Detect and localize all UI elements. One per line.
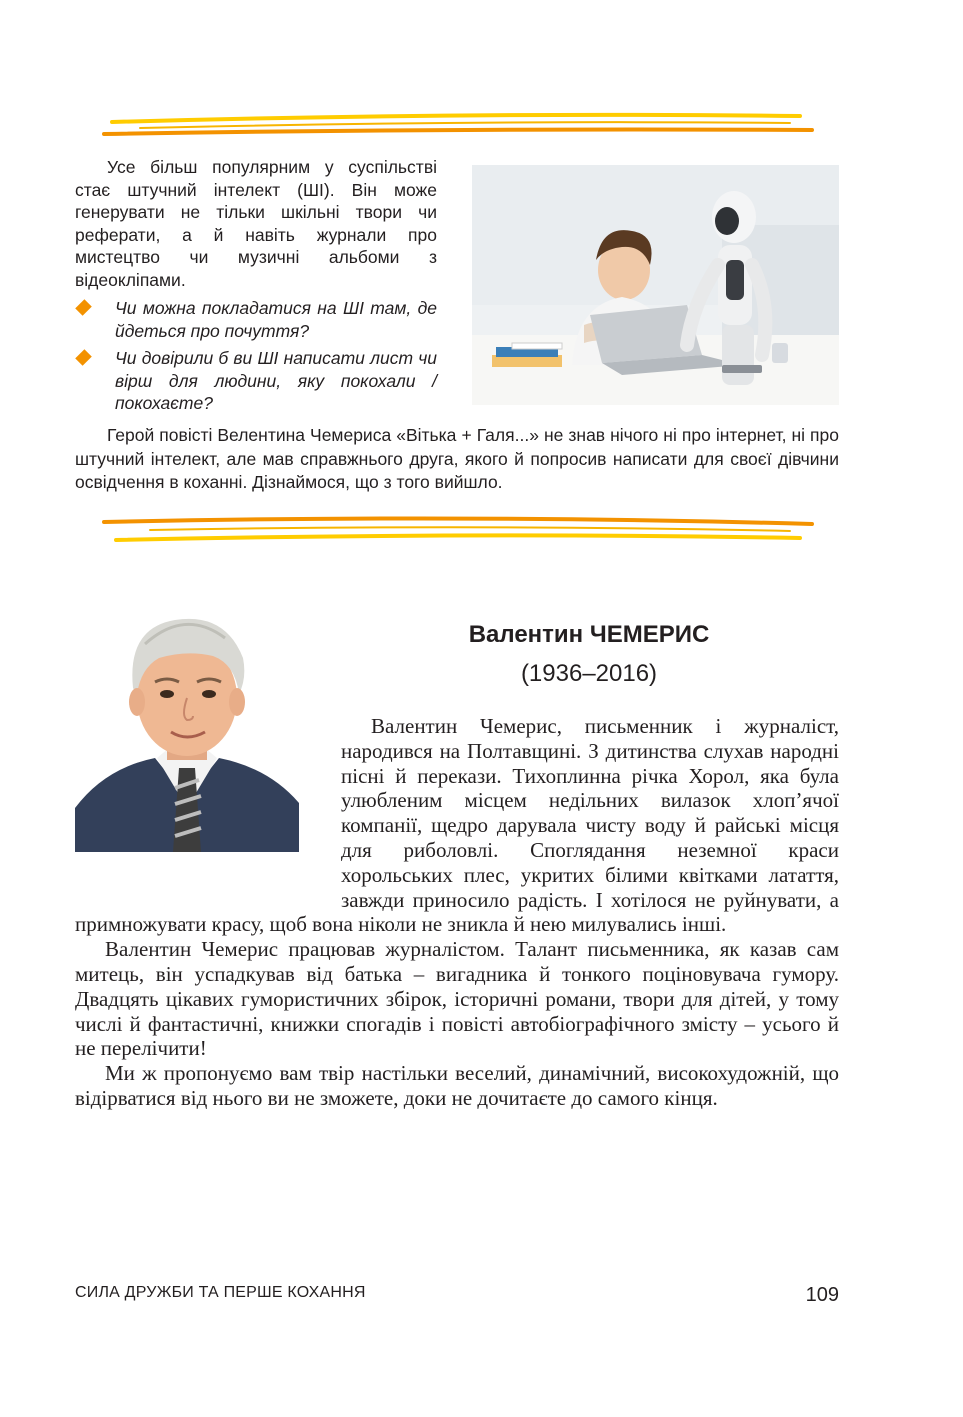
portrait-text-wrap-spacer xyxy=(75,714,341,890)
question-item xyxy=(75,347,437,415)
author-name: Валентин ЧЕМЕРИС xyxy=(468,621,710,648)
decorative-swoosh-middle xyxy=(0,510,963,550)
author-biography xyxy=(75,714,839,1111)
student-robot-photo xyxy=(472,165,839,405)
bio-paragraph: Валентин Чемерис працював журналістом. Талант письменника, як казав сам митець, він успадкував від батька – вигадника й тонкого поціновувача гумору. Двадцять цікавих гумористичних збірок, історичні романи, твори для дітей, у тому числі й фантастичні, книжки спогадів і повісті автобіографічного змісту – усього й не перелічити! xyxy=(75,937,839,1061)
question-item xyxy=(75,297,437,342)
diamond-bullet-icon xyxy=(75,299,92,316)
page-number: 109 xyxy=(805,1284,839,1306)
question-text: Чи довірили б ви ШІ написати лист чи вірш для людини, яку покохали / покохаєте? xyxy=(115,348,437,413)
question-list xyxy=(75,297,437,415)
story-summary: Герой повісті Велентина Чемериса «Вітька + Галя...» не знав нічого ні про інтернет, ні про штучний інтелект, але мав справжнього друга, якого й попросив написати для своєї дівчини освідчення в коханні. Дізнаймося, що з того вийшло. xyxy=(75,425,839,492)
decorative-swoosh-top xyxy=(0,108,963,144)
bio-paragraph: Ми ж пропонуємо вам твір настільки веселий, динамічний, високохудожній, що відірватися від нього ви не зможете, доки не дочитаєте до самого кінця. xyxy=(75,1061,839,1110)
bio-paragraph: Валентин Чемерис, письменник і журналіст, народився на Полтавщині. З дитинства слухав народні пісні й перекази. Тихоплинна річка Хорол, яка була улюбленим місцем недільних вилазок хлоп’ячої компанії, щедро дарувала чисту воду й райські місця для риболовлі. Споглядання неземної краси хорольських плес, укритих білими квітками латаття, завжди приносило радість. І хотілося не руйнувати, а примножувати красу, щоб вона ніколи не зникла й нею милувались інші. xyxy=(75,714,839,937)
diamond-bullet-icon xyxy=(75,349,92,366)
author-years: (1936–2016) xyxy=(520,660,658,687)
intro-block xyxy=(75,156,437,420)
section-title-footer: СИЛА ДРУЖБИ ТА ПЕРШЕ КОХАННЯ xyxy=(75,1284,366,1301)
intro-paragraph: Усе більш популярним у суспільстві стає штучний інтелект (ШІ). Він може генерувати не тільки шкільні твори чи реферати, а й навіть журнали про мистецтво чи музичні альбоми з відеокліпами. xyxy=(75,157,437,290)
question-text: Чи можна покладатися на ШІ там, де йдеться про почуття? xyxy=(115,298,437,341)
